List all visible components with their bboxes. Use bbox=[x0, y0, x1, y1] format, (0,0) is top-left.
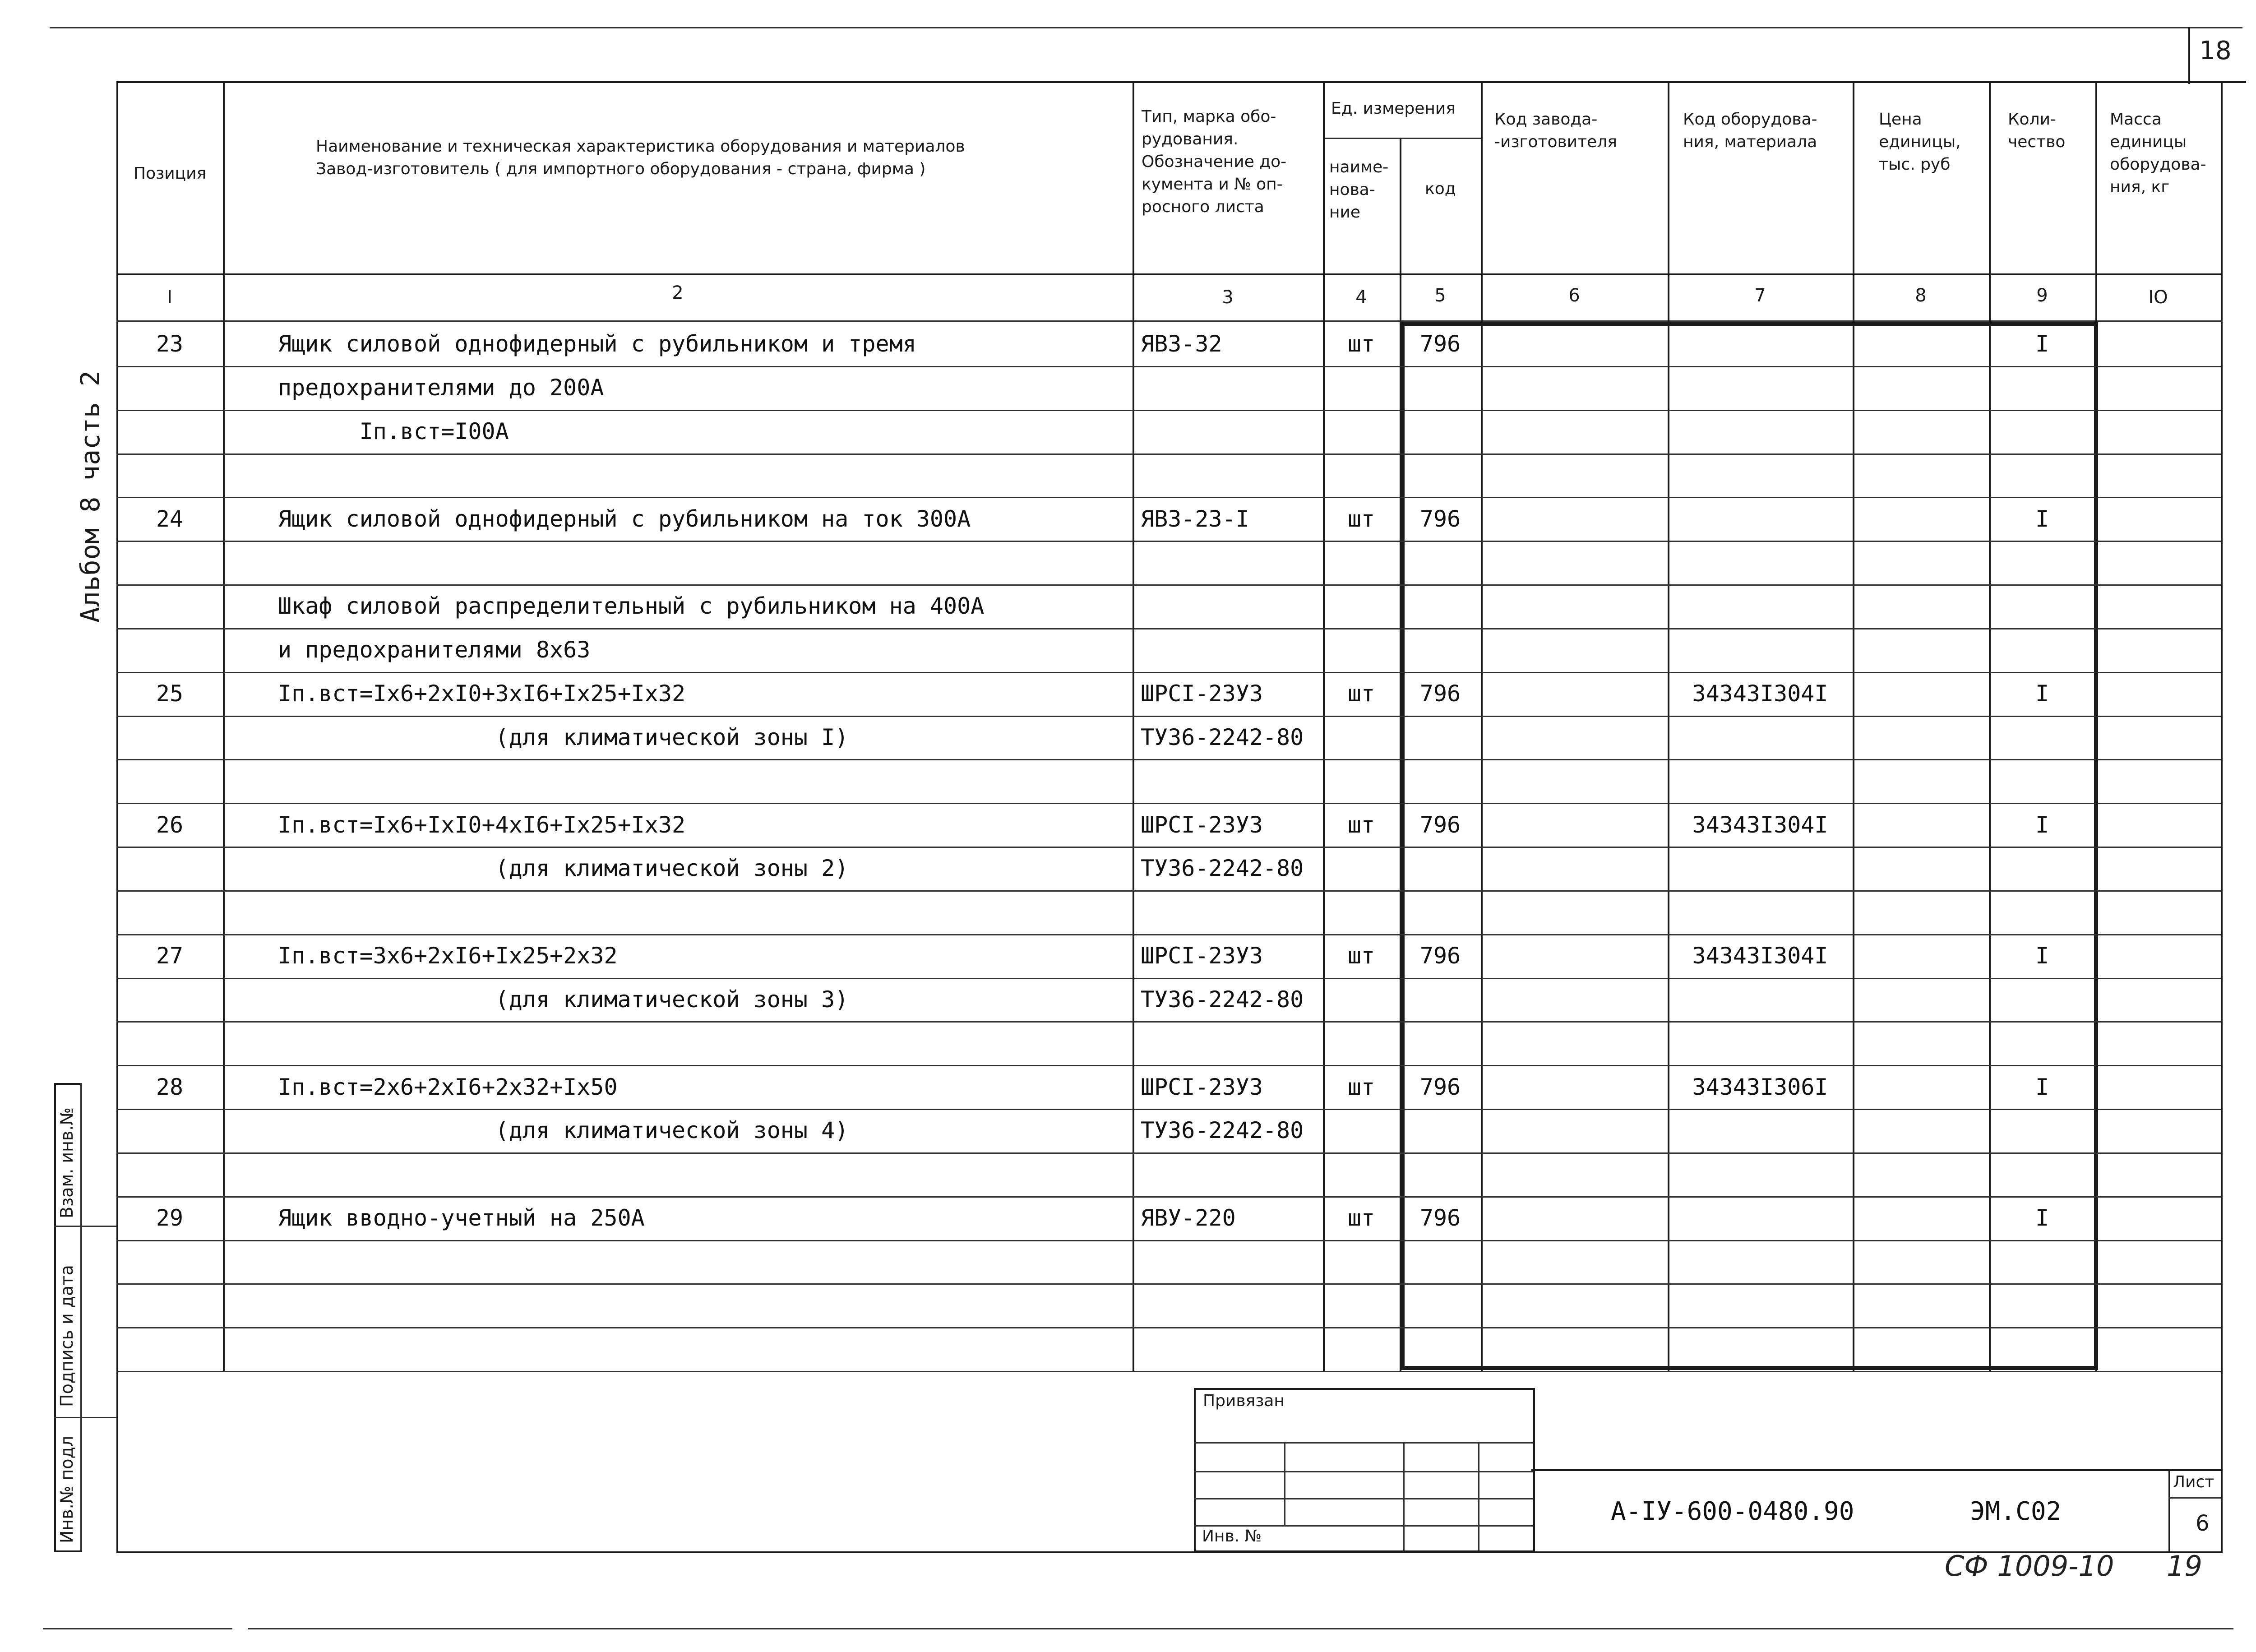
header-factory-code: Код завода- -изготовителя bbox=[1494, 110, 1617, 151]
doc-code: А-IУ-600-0480.90 bbox=[1611, 1497, 1854, 1526]
col-div-1 bbox=[223, 81, 225, 1371]
row-type: ШРСI-23УЗ bbox=[1141, 680, 1263, 707]
header-type: Тип, марка обо- рудования. Обозначение до- кумента и № оп- росного листа bbox=[1142, 107, 1287, 216]
row-divider bbox=[116, 672, 2221, 673]
row-divider bbox=[116, 934, 2221, 935]
header-unit-group: Ед. измерения bbox=[1331, 99, 1456, 118]
colnum-10: IO bbox=[2148, 287, 2168, 308]
row-type: ЯВЗ-23-I bbox=[1141, 505, 1249, 532]
sheet-box-left bbox=[2188, 27, 2190, 84]
row-divider bbox=[116, 497, 2221, 498]
row-equip-code: 34343I304I bbox=[1692, 943, 1828, 969]
header-bottom bbox=[116, 273, 2223, 275]
row-name: Ящик силовой однофидерный с рубильником и тремя bbox=[278, 331, 916, 357]
bound-vline-3 bbox=[1478, 1442, 1479, 1550]
row-position: 25 bbox=[156, 680, 184, 707]
colnum-4: 4 bbox=[1355, 287, 1367, 308]
row-divider bbox=[116, 628, 2221, 629]
row-name: Iп.вст=I00А bbox=[278, 418, 509, 445]
row-unit: шт bbox=[1347, 943, 1375, 969]
row-position: 24 bbox=[156, 505, 184, 532]
row-type: ТУ36-2242-80 bbox=[1141, 855, 1304, 882]
row-type: ШРСI-23УЗ bbox=[1141, 811, 1263, 838]
row-name: Ящик вводно-учетный на 250А bbox=[278, 1205, 645, 1231]
row-position: 27 bbox=[156, 943, 184, 969]
row-name: Iп.вст=2х6+2хI6+2х32+Iх50 bbox=[278, 1074, 618, 1100]
row-type: ШРСI-23УЗ bbox=[1141, 943, 1263, 969]
margin-inv-orig: Инв.№ подл bbox=[57, 1435, 77, 1543]
side-label: Альбом 8 часть 2 bbox=[75, 370, 106, 623]
row-unit: шт bbox=[1347, 1205, 1375, 1231]
handwritten-page: 19 bbox=[2167, 1550, 2202, 1583]
colnum-8: 8 bbox=[1915, 285, 1927, 306]
unit-sub-divider bbox=[1323, 138, 1481, 139]
sheet-cell-left bbox=[2168, 1469, 2170, 1551]
header-unit-code: код bbox=[1425, 180, 1456, 198]
top-edge-line bbox=[50, 27, 2242, 28]
row-divider bbox=[116, 584, 2221, 586]
colnum-3: 3 bbox=[1222, 287, 1234, 308]
row-name: Ящик силовой однофидерный с рубильником на ток 300А bbox=[278, 505, 971, 532]
table-top bbox=[116, 81, 2246, 83]
row-unit: шт bbox=[1347, 680, 1375, 707]
bound-vline-1 bbox=[1284, 1442, 1285, 1525]
row-code: 796 bbox=[1419, 1205, 1461, 1231]
row-code: 796 bbox=[1419, 811, 1461, 838]
header-qty: Коли- чество bbox=[2008, 110, 2066, 151]
row-unit: шт bbox=[1347, 505, 1375, 532]
header-unit-name: наиме- нова- ние bbox=[1329, 158, 1389, 222]
bound-line-4 bbox=[1194, 1525, 1533, 1527]
header-mass: Масса единицы оборудова- ния, кг bbox=[2110, 110, 2206, 196]
row-divider bbox=[116, 1021, 2221, 1023]
row-position: 26 bbox=[156, 811, 184, 838]
sheet-label: Лист bbox=[2173, 1473, 2214, 1491]
row-divider bbox=[116, 890, 2221, 892]
row-name: (для климатической зоны 2) bbox=[278, 855, 849, 882]
row-unit: шт bbox=[1347, 1074, 1375, 1100]
row-name: (для климатической зоны 3) bbox=[278, 986, 849, 1013]
row-name: и предохранителями 8х63 bbox=[278, 637, 591, 663]
bound-vline-2 bbox=[1403, 1442, 1405, 1550]
header-equip-code: Код оборудова- ния, материала bbox=[1683, 110, 1817, 151]
bound-line-3 bbox=[1194, 1498, 1533, 1499]
row-divider bbox=[116, 410, 2221, 411]
sheet-cell-mid bbox=[2168, 1497, 2221, 1499]
sheet-value: 6 bbox=[2196, 1511, 2210, 1536]
row-qty: I bbox=[2035, 943, 2049, 969]
row-name: Шкаф силовой распределительный с рубильником на 400А bbox=[278, 593, 985, 620]
colnum-bottom bbox=[116, 320, 2223, 322]
table-right bbox=[2221, 81, 2223, 1552]
row-divider bbox=[116, 1152, 2221, 1154]
row-divider bbox=[116, 978, 2221, 979]
handwritten-code: СФ 1009-10 bbox=[1945, 1550, 2114, 1583]
row-type: ШРСI-23УЗ bbox=[1141, 1074, 1263, 1100]
row-type: ЯВУ-220 bbox=[1141, 1205, 1236, 1231]
row-position: 23 bbox=[156, 331, 184, 357]
row-position: 29 bbox=[156, 1205, 184, 1231]
row-divider bbox=[116, 1196, 2221, 1198]
bottom-edge-line-right bbox=[248, 1628, 2233, 1629]
row-position: 28 bbox=[156, 1074, 184, 1100]
margin-sign-date: Подпись и дата bbox=[57, 1265, 77, 1407]
header-name: Наименование и техническая характеристика оборудования и материалов Завод-изготовитель ( для импортного оборудования - страна, фирма ) bbox=[316, 137, 965, 178]
row-divider bbox=[116, 541, 2221, 542]
row-divider bbox=[116, 366, 2221, 367]
row-unit: шт bbox=[1347, 811, 1375, 838]
colnum-5: 5 bbox=[1434, 285, 1446, 306]
row-divider bbox=[116, 803, 2221, 804]
row-qty: I bbox=[2035, 331, 2049, 357]
row-name: Iп.вст=3х6+2хI6+Iх25+2х32 bbox=[278, 943, 618, 969]
row-name: (для климатической зоны 4) bbox=[278, 1117, 849, 1144]
row-qty: I bbox=[2035, 505, 2049, 532]
col-div-2 bbox=[1133, 81, 1134, 1371]
table-bottom bbox=[116, 1551, 2223, 1553]
row-equip-code: 34343I304I bbox=[1692, 680, 1828, 707]
bound-line-1 bbox=[1194, 1442, 1533, 1444]
colnum-9: 9 bbox=[2036, 285, 2048, 306]
row-code: 796 bbox=[1419, 680, 1461, 707]
row-unit: шт bbox=[1347, 331, 1375, 357]
header-position: Позиция bbox=[134, 164, 207, 183]
colnum-7: 7 bbox=[1754, 285, 1766, 306]
row-qty: I bbox=[2035, 680, 2049, 707]
margin-stamp-inner bbox=[80, 1083, 82, 1550]
sheet-number: 18 bbox=[2199, 36, 2232, 65]
row-type: ТУ36-2242-80 bbox=[1141, 986, 1304, 1013]
header-price: Цена единицы, тыс. руб bbox=[1879, 110, 1961, 174]
row-divider bbox=[116, 1283, 2221, 1285]
row-type: ЯВЗ-32 bbox=[1141, 331, 1222, 357]
row-equip-code: 34343I304I bbox=[1692, 811, 1828, 838]
row-divider bbox=[116, 453, 2221, 455]
row-qty: I bbox=[2035, 811, 2049, 838]
colnum-2: 2 bbox=[672, 282, 684, 303]
bottom-edge-line-left bbox=[43, 1628, 232, 1629]
row-code: 796 bbox=[1419, 331, 1461, 357]
row-divider bbox=[116, 1327, 2221, 1328]
row-divider bbox=[116, 1065, 2221, 1066]
row-qty: I bbox=[2035, 1205, 2049, 1231]
row-name: (для климатической зоны I) bbox=[278, 724, 849, 750]
row-code: 796 bbox=[1419, 943, 1461, 969]
body-bottom bbox=[116, 1371, 2221, 1372]
margin-div-2 bbox=[54, 1417, 116, 1418]
row-code: 796 bbox=[1419, 505, 1461, 532]
bound-label: Привязан bbox=[1203, 1392, 1285, 1410]
colnum-1: I bbox=[167, 287, 172, 308]
row-code: 796 bbox=[1419, 1074, 1461, 1100]
row-divider bbox=[116, 1240, 2221, 1241]
margin-inv-repl: Взам. инв.№ bbox=[57, 1107, 77, 1218]
row-name: предохранителями до 200А bbox=[278, 375, 604, 401]
colnum-6: 6 bbox=[1568, 285, 1580, 306]
row-divider bbox=[116, 847, 2221, 848]
row-type: ТУ36-2242-80 bbox=[1141, 724, 1304, 750]
doc-mark: ЭМ.С02 bbox=[1970, 1497, 2062, 1526]
title-block-top bbox=[1531, 1469, 2223, 1471]
row-type: ТУ36-2242-80 bbox=[1141, 1117, 1304, 1144]
margin-div-1 bbox=[54, 1226, 116, 1227]
row-name: Iп.вст=Iх6+2хI0+3хI6+Iх25+Iх32 bbox=[278, 680, 686, 707]
row-qty: I bbox=[2035, 1074, 2049, 1100]
row-equip-code: 34343I306I bbox=[1692, 1074, 1828, 1100]
inv-no-label: Инв. № bbox=[1202, 1527, 1262, 1546]
row-name: Iп.вст=Iх6+IхI0+4хI6+Iх25+Iх32 bbox=[278, 811, 686, 838]
row-divider bbox=[116, 716, 2221, 717]
bound-line-2 bbox=[1194, 1471, 1533, 1472]
col-div-3 bbox=[1323, 81, 1325, 1371]
row-divider bbox=[116, 759, 2221, 760]
row-divider bbox=[116, 1109, 2221, 1110]
